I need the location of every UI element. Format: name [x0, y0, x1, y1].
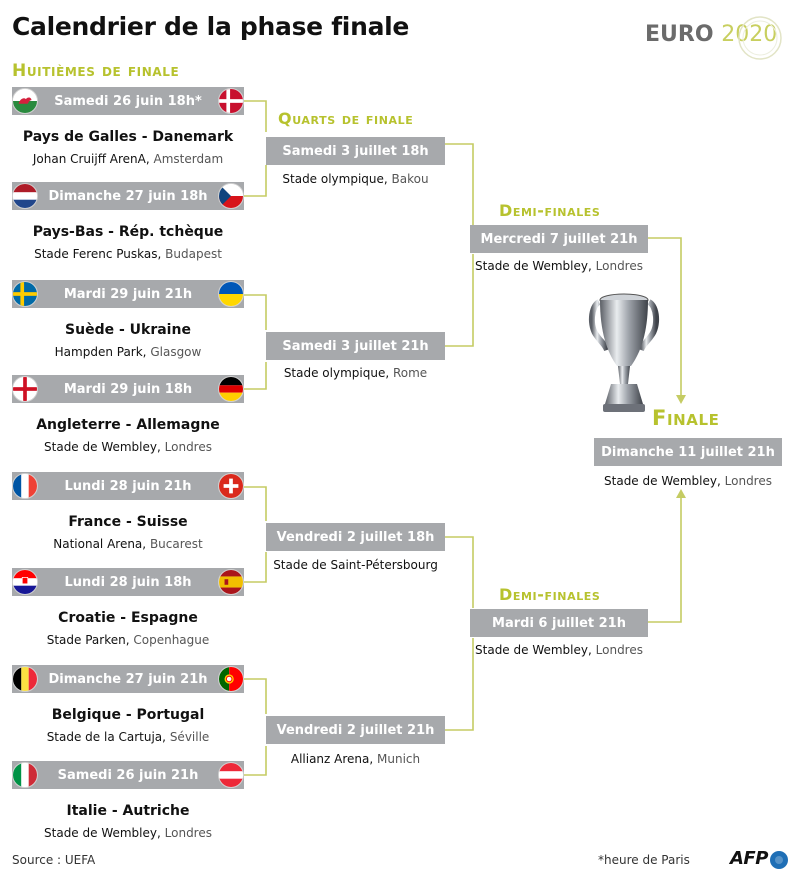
r16-4-match: Angleterre - Allemagne [36, 417, 220, 433]
qf-4-venue [266, 752, 445, 766]
r16-6-venue [0, 633, 256, 647]
r16-8-venue [0, 826, 256, 840]
france-flag-icon [12, 473, 38, 499]
r16-4-date: Mardi 29 juin 18h [12, 375, 244, 403]
qf-3-venue [256, 558, 455, 572]
czech-republic-flag-icon [218, 183, 244, 209]
wales-flag-icon [12, 88, 38, 114]
arrow-down-icon [676, 395, 686, 404]
final-city: Londres [724, 474, 772, 488]
croatia-flag-icon [12, 569, 38, 595]
r16-1-city: Amsterdam [153, 152, 224, 166]
source-note: Source : UEFA [12, 853, 96, 867]
r16-6-stadium: Stade Parken, [46, 633, 130, 647]
r16-2-city: Budapest [165, 247, 222, 261]
afp-logo: AFP [730, 848, 768, 869]
r16-4-city: Londres [164, 440, 212, 454]
sf-1-stadium: Stade de Wembley, [475, 259, 592, 273]
r16-8-date: Samedi 26 juin 21h [12, 761, 244, 789]
r16-3-date: Mardi 29 juin 21h [12, 280, 244, 308]
qf-1-stadium: Stade olympique, [282, 172, 388, 186]
qf-3-stadium: Stade de Saint-Pétersbourg [273, 558, 438, 572]
sf-2-stadium: Stade de Wembley, [475, 643, 592, 657]
final-date: Dimanche 11 juillet 21h [594, 438, 782, 466]
r16-1-stadium: Johan Cruijff ArenA, [32, 152, 150, 166]
sf-2-date: Mardi 6 juillet 21h [470, 609, 648, 637]
connector-r16-1-qf-1 [244, 101, 266, 132]
sf-1-city: Londres [595, 259, 643, 273]
final-venue [594, 474, 782, 488]
sweden-flag-icon [12, 281, 38, 307]
r16-7-stadium: Stade de la Cartuja, [46, 730, 166, 744]
sf-2-venue [470, 643, 648, 657]
r16-7-city: Séville [169, 730, 210, 744]
denmark-flag-icon [218, 88, 244, 114]
r16-5-city: Bucarest [149, 537, 203, 551]
logo-text: EURO [645, 22, 714, 47]
trophy-icon [585, 292, 663, 420]
connector-sf-2-final [648, 498, 681, 622]
connector-r16-2-qf-1 [244, 165, 266, 196]
r16-7-date: Dimanche 27 juin 21h [12, 665, 244, 693]
r16-1-match: Pays de Galles - Danemark [22, 129, 234, 145]
connector-r16-4-qf-2 [244, 362, 266, 389]
final-stadium: Stade de Wembley, [604, 474, 721, 488]
switzerland-flag-icon [218, 473, 244, 499]
r16-2-venue [0, 247, 256, 261]
qf-1-city: Bakou [391, 172, 429, 186]
sf-1-venue [470, 259, 648, 273]
portugal-flag-icon [218, 666, 244, 692]
r16-5-stadium: National Arena, [53, 537, 147, 551]
r16-7-venue [0, 730, 256, 744]
ukraine-flag-icon [218, 281, 244, 307]
time-note: *heure de Paris [598, 853, 690, 867]
sf-2-city: Londres [595, 643, 643, 657]
belgium-flag-icon [12, 666, 38, 692]
england-flag-icon [12, 376, 38, 402]
qf-2-city: Rome [392, 366, 428, 380]
page-title: Calendrier de la phase finale [12, 12, 410, 41]
r16-3-stadium: Hampden Park, [54, 345, 147, 359]
r16-4-stadium: Stade de Wembley, [44, 440, 161, 454]
afp-logo-mark-icon [769, 850, 789, 870]
r16-6-city: Copenhague [133, 633, 210, 647]
germany-flag-icon [218, 376, 244, 402]
r16-2-match: Pays-Bas - Rép. tchèque [32, 224, 224, 240]
italy-flag-icon [12, 762, 38, 788]
logo-year: 2020 [721, 22, 778, 47]
qf-4-date: Vendredi 2 juillet 21h [266, 716, 445, 744]
qf-3-date: Vendredi 2 juillet 18h [266, 523, 445, 551]
austria-flag-icon [218, 762, 244, 788]
connector-qf-1-sf-1 [445, 144, 473, 238]
r16-1-date: Samedi 26 juin 18h* [12, 87, 244, 115]
connector-qf-3-sf-2 [445, 537, 473, 608]
qf-1-date: Samedi 3 juillet 18h [266, 137, 445, 165]
heading-final: Finale [652, 406, 720, 430]
r16-3-match: Suède - Ukraine [65, 322, 191, 338]
r16-5-match: France - Suisse [68, 514, 188, 530]
r16-5-venue [0, 537, 256, 551]
connector-qf-2-sf-1 [445, 254, 473, 346]
r16-5-date: Lundi 28 juin 21h [12, 472, 244, 500]
heading-round-of-16: Huitièmes de finale [12, 61, 180, 81]
heading-semi-finals-1: Demi-finales [499, 201, 601, 220]
r16-3-city: Glasgow [150, 345, 202, 359]
heading-semi-finals-2: Demi-finales [499, 585, 601, 604]
connector-qf-4-sf-2 [445, 638, 473, 730]
r16-1-venue [0, 152, 256, 166]
qf-2-stadium: Stade olympique, [283, 366, 390, 380]
heading-quarter-finals: Quarts de finale [278, 109, 414, 128]
qf-2-venue [266, 366, 445, 380]
spain-flag-icon [218, 569, 244, 595]
r16-8-city: Londres [164, 826, 212, 840]
r16-8-match: Italie - Autriche [66, 803, 190, 819]
connector-r16-8-qf-4 [244, 746, 266, 775]
qf-4-stadium: Allianz Arena, [290, 752, 374, 766]
r16-6-match: Croatie - Espagne [58, 610, 198, 626]
r16-8-stadium: Stade de Wembley, [44, 826, 161, 840]
sf-1-date: Mercredi 7 juillet 21h [470, 225, 648, 253]
qf-1-venue [266, 172, 445, 186]
netherlands-flag-icon [12, 183, 38, 209]
r16-6-date: Lundi 28 juin 18h [12, 568, 244, 596]
arrow-up-icon [676, 489, 686, 498]
qf-4-city: Munich [377, 752, 421, 766]
qf-2-date: Samedi 3 juillet 21h [266, 332, 445, 360]
r16-3-venue [0, 345, 256, 359]
r16-2-date: Dimanche 27 juin 18h [12, 182, 244, 210]
r16-2-stadium: Stade Ferenc Puskas, [34, 247, 162, 261]
r16-4-venue [0, 440, 256, 454]
r16-7-match: Belgique - Portugal [51, 707, 205, 723]
